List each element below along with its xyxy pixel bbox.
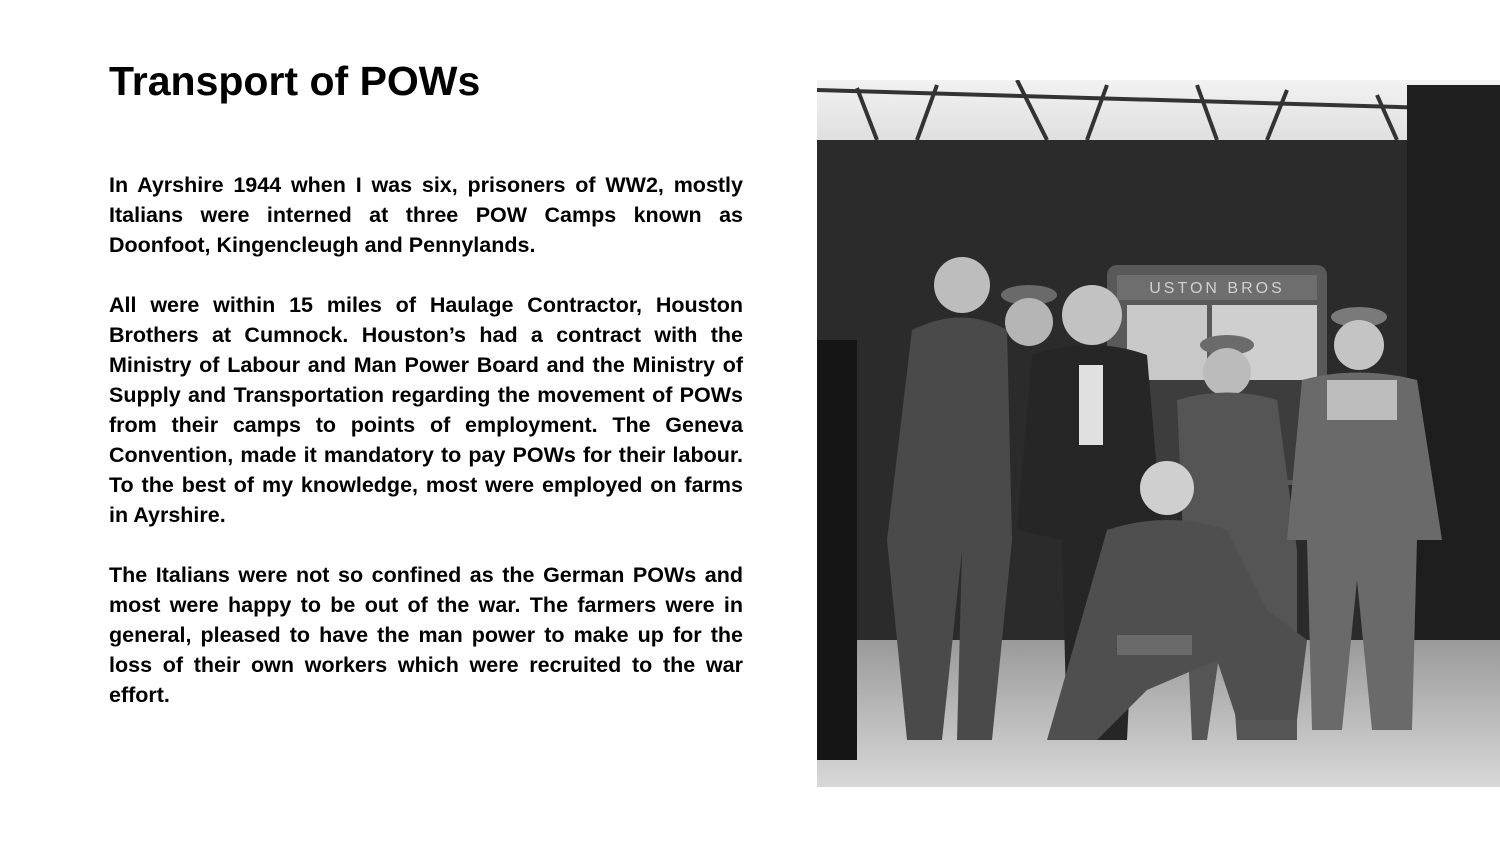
slide-title: Transport of POWs <box>109 58 481 104</box>
body-text <box>109 170 743 740</box>
paragraph-3: The Italians were not so confined as the German POWs and most were happy to be out of the war. The farmers were in general, pleased to have the man power to make up for the loss of their own workers which were recruited to the war effort. <box>109 563 743 707</box>
paragraph-1: In Ayrshire 1944 when I was six, prisoners of WW2, mostly Italians were interned at three POW Camps known as Doonfoot, Kingencleugh and Pennylands. <box>109 173 743 257</box>
historical-photo <box>817 80 1500 787</box>
paragraph-2: All were within 15 miles of Haulage Contractor, Houston Brothers at Cumnock. Houston’s had a contract with the Ministry of Labour and Man Power Board and the Ministry of Supply and Transportation regarding the movement of POWs from their camps to points of employment. The Geneva Convention, made it mandatory to pay POWs for their labour. To the best of my knowledge, most were employed on farms in Ayrshire. <box>109 293 743 527</box>
truck-sign: USTON BROS <box>1149 280 1285 297</box>
